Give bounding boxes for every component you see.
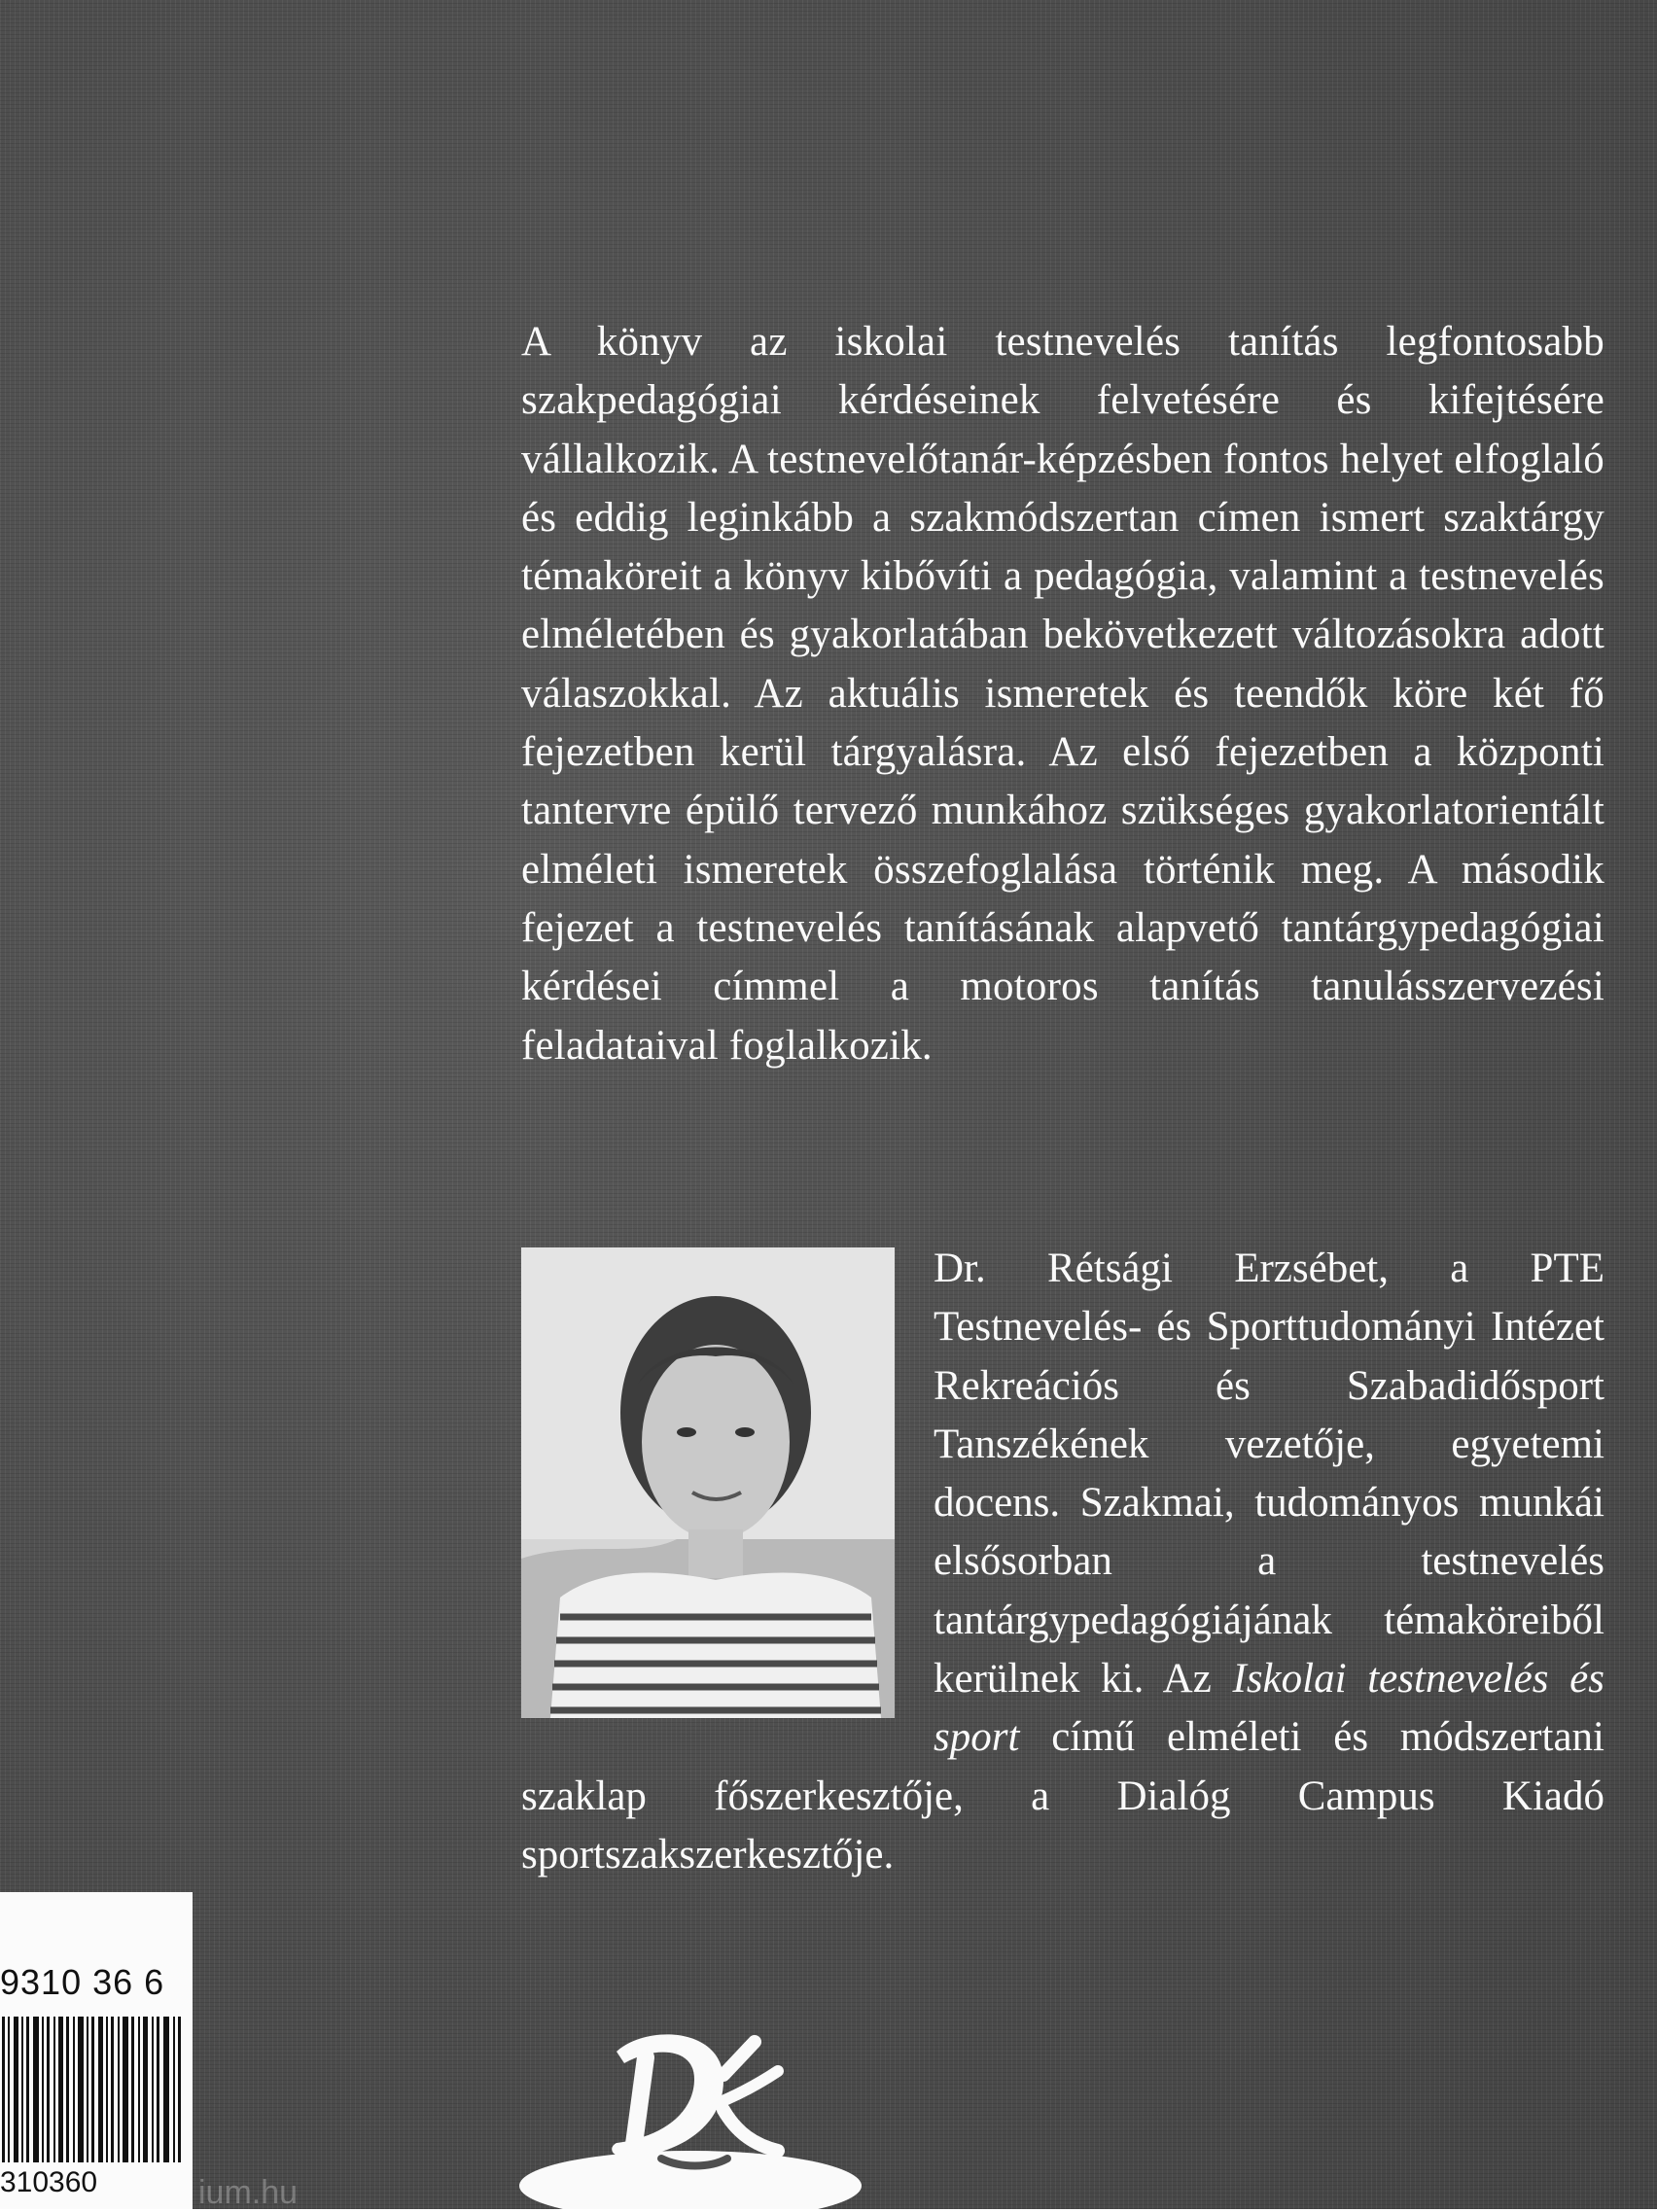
isbn-barcode-label bbox=[0, 1892, 193, 2209]
isbn-number-top: 9310 36 6 bbox=[0, 1962, 165, 2002]
author-bio-after: című elméleti és módszertani szaklap főszerkesztője, a Dialóg Campus Kiadó sportszakszerkesztője. bbox=[521, 1714, 1604, 1878]
author-bio-text bbox=[521, 1240, 1604, 1884]
author-bio-before: Dr. Rétsági Erzsébet, a PTE Testnevelés- és Sporttudományi Intézet Rekreációs és Szabadidősport Tanszékének vezetője, egyetemi docens. Szakmai, tudományos munkái elsősorban a testnevelés tantárgypedagógiájának témaköreiből kerülnek ki. Az bbox=[934, 1246, 1604, 1703]
publisher-logo-icon bbox=[515, 2013, 875, 2209]
book-blurb: A könyv az iskolai testnevelés tanítás legfontosabb szakpedagógiai kérdéseinek felvetésére és kifejtésére vállalkozik. A testnevelőtanár-képzésben fontos helyet elfoglaló és eddig leginkább a szakmódszertan címen ismert szaktárgy témaköreit a könyv kibővíti a pedagógia, valamint a testnevelés elméletében és gyakorlatában bekövetkezett változásokra adott válaszokkal. Az aktuális ismeretek és teendők köre két fő fejezetben kerül tárgyalásra. Az első fejezetben a központi tantervre épülő tervező munkához szükséges gyakorlatorientált elméleti ismeretek összefoglalása történik meg. A második fejezet a testnevelés tanításának alapvető tantárgypedagógiai kérdései címmel a motoros tanítás tanulásszervezési feladataival foglalkozik. bbox=[521, 319, 1604, 1069]
watermark-text: ium.hu bbox=[198, 2174, 299, 2211]
author-photo bbox=[521, 1247, 895, 1718]
isbn-number-bottom: 310360 bbox=[0, 2166, 98, 2198]
author-bio bbox=[521, 1240, 1604, 1884]
journal-title: Iskolai testnevelés és sport bbox=[934, 1656, 1604, 1761]
barcode-icon bbox=[0, 2017, 185, 2162]
